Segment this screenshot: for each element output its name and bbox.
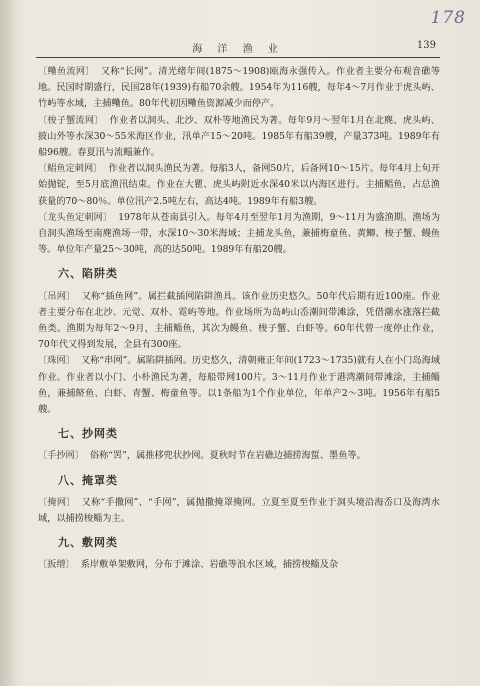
entry-text: 1978年从苍南县引入。每年4月至翌年1月为渔期，9～11月为盛渔期。渔场为自洞头渔场至南麂渔场一带，水深10～30米海域；主捕龙头鱼，兼捕梅童鱼、黄鲫、梭子蟹、鳗鱼等。单位年产量25～30吨，高的达50吨。1989年有船20艘。 bbox=[38, 211, 441, 256]
entry-lift-net bbox=[38, 557, 440, 573]
entry-string-net bbox=[38, 353, 440, 418]
entry-swimming-crab-drift-net bbox=[38, 113, 440, 162]
section-heading-cover: 八、掩罩类 bbox=[58, 473, 118, 487]
binding-shadow bbox=[0, 0, 18, 686]
entry-hand-scoop-net bbox=[38, 448, 440, 464]
entry-term: 〔扳缯〕 bbox=[38, 559, 75, 571]
entry-term: 〔掩网〕 bbox=[38, 496, 76, 508]
handwritten-page-mark: 178 bbox=[430, 8, 466, 28]
running-header bbox=[36, 40, 440, 58]
entry-term: 〔鳓鱼流网〕 bbox=[38, 66, 95, 77]
section-heading-scoop: 七、抄网类 bbox=[58, 427, 118, 441]
entry-term: 〔吊网〕 bbox=[38, 290, 76, 302]
entry-text: 作业者以洞头、北沙、双朴等地渔民为著。每年9月～翌年1月在北麂、虎头屿、披山外等水深30～55米海区作业，汛单产15～20吨。1985年有船39艘，产量373吨。1989年有船96艘。春夏汛与流鳎兼作。 bbox=[38, 114, 440, 159]
entry-text: 又称“长网”。清光绪年间(1875～1908)瓯海永强传入。作业者主要分布观音礁等地。民国时期盛行，民国28年(1939)有船70余艘。1954年为116艘，每年4～7月作业于虎头屿、竹屿等水域，主捕鳓鱼。80年代初因鳓鱼资源减少而停产。 bbox=[38, 66, 441, 110]
header-title: 海 洋 渔 业 bbox=[192, 44, 284, 55]
entry-text: 作业者以洞头渔民为著。每船3人，备网50片，后备网10～15片。每年4月上旬开始抛锭，至5月底渔汛结束。作业在大瞿、虎头屿附近水深40米以内海区进行。主捕鲳鱼，占总渔获量的70～80％。单位汛产2.5吨左右，高达4吨。1989年有船3艘。 bbox=[38, 163, 441, 207]
entry-pomfret-set-gillnet bbox=[38, 161, 440, 210]
section-heading-trap: 六、陷阱类 bbox=[58, 267, 118, 281]
entry-text: 又称“串网”。属陷阱插网。历史悠久，清朝雍正年间(1723～1735)就有人在小门岛海域作业。作业者以小门、小朴渔民为著，每船带网100片。3～11月作业于港湾潮间带滩涂，主捕鲻鱼，兼捕鲚鱼、白虾、青蟹、梅童鱼等。以1条船为1个作业单位，年单产2～3吨。1956年有船5艘。 bbox=[38, 355, 441, 416]
entry-term: 〔鲳鱼定刺网〕 bbox=[38, 163, 103, 175]
section-heading-lift: 九、敷网类 bbox=[58, 536, 118, 550]
entry-text: 又称“手撒网”、“手网”，属抛撒掩罩掩网。立夏至夏至作业于洞头境沿海岙口及海湾水域，以捕捞梭鲻为主。 bbox=[38, 496, 440, 525]
entry-cast-net bbox=[38, 495, 440, 527]
entry-text: 又称“插鱼网”。属拦截插网陷阱渔具。该作业历史悠久。50年代后期有近100座。作业者主要分布在北沙、元觉、双朴、霓屿等地。作业场所为岛屿山岙潮间带滩涂，凭借潮水涨落拦截鱼类。渔期为每年2～9月，主捕鲻鱼，其次为鳗鱼、梭子蟹、白虾等。60年代曾一度停止作业，70年代又得到发展，全县有300座。 bbox=[38, 290, 441, 351]
entry-term: 〔龙头鱼定刺网〕 bbox=[38, 211, 113, 223]
header-rule bbox=[36, 57, 440, 58]
entry-term: 〔珠网〕 bbox=[38, 355, 75, 367]
entry-bombay-duck-set-gillnet bbox=[38, 210, 440, 259]
page-number: 139 bbox=[416, 40, 436, 51]
entry-ray-fish-drift-net bbox=[38, 64, 440, 113]
entry-text: 俗称“罟”，属推移兜状抄网。夏秋时节在岩礁边捕捞海蜇、墨鱼等。 bbox=[89, 450, 366, 462]
entry-text: 系岸敷单架敷网，分布于滩涂、岩礁等浪水区域，捕捞梭鲻及杂 bbox=[80, 559, 338, 571]
entry-hanging-net bbox=[38, 289, 440, 354]
entry-term: 〔梭子蟹流网〕 bbox=[38, 114, 104, 126]
page-body bbox=[38, 64, 440, 574]
entry-term: 〔手抄网〕 bbox=[38, 450, 84, 462]
